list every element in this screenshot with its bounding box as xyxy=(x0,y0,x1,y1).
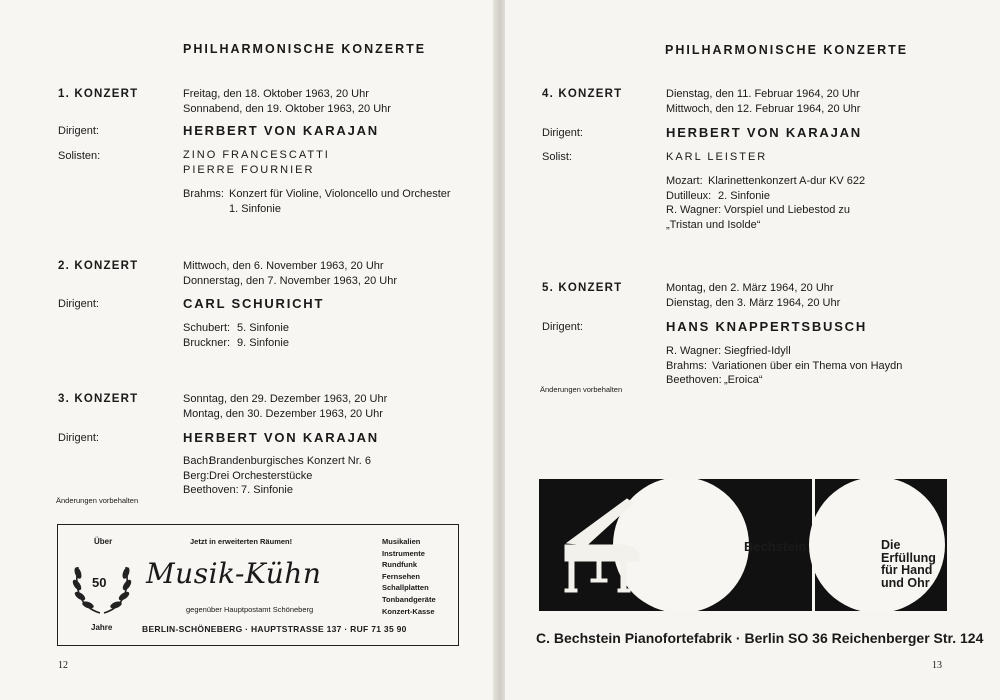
page-number: 12 xyxy=(58,660,68,671)
program xyxy=(666,174,865,232)
concert-label: 2. KONZERT xyxy=(58,260,139,272)
badge-bottom: Jahre xyxy=(91,623,113,632)
ad-item: Schallplatten xyxy=(382,583,429,593)
conductor-label: Dirigent: xyxy=(58,298,99,310)
ad-subline: gegenüber Hauptpostamt Schöneberg xyxy=(186,605,314,614)
page-header: PHILHARMONISCHE KONZERTE xyxy=(183,42,427,56)
date-line: Donnerstag, den 7. November 1963, 20 Uhr xyxy=(183,274,398,287)
date-line: Sonntag, den 29. Dezember 1963, 20 Uhr xyxy=(183,393,388,405)
page-number: 13 xyxy=(932,660,942,671)
date-line: Sonnabend, den 19. Oktober 1963, 20 Uhr xyxy=(183,102,391,115)
date-line: Mittwoch, den 12. Februar 1964, 20 Uhr xyxy=(666,102,861,115)
soloists-label: Solisten: xyxy=(58,150,101,162)
ad-item: Instrumente xyxy=(382,548,425,558)
ad-item-list xyxy=(382,536,436,617)
concert-dates xyxy=(183,392,387,421)
program-item: „Tristan und Isolde“ xyxy=(666,218,761,231)
conductor-name: HANS KNAPPERTSBUSCH xyxy=(666,319,868,334)
program-item: Bruckner: 9. Sinfonie xyxy=(183,336,289,349)
ad-item: Konzert-Kasse xyxy=(382,606,435,616)
changes-note: Änderungen vorbehalten xyxy=(56,496,139,505)
program xyxy=(666,344,902,388)
program-item: Brahms: Konzert für Violine, Violoncello und Orchester xyxy=(183,188,451,200)
program-item: Brahms: Variationen über ein Thema von Haydn xyxy=(666,359,903,372)
ad-item: Musikalien xyxy=(382,537,421,546)
soloist-name: PIERRE FOURNIER xyxy=(183,163,315,176)
soloist-name: KARL LEISTER xyxy=(666,151,768,163)
program-item: Bach:Brandenburgisches Konzert Nr. 6 xyxy=(183,455,372,467)
musik-kuehn-ad xyxy=(57,524,459,646)
bechstein-footer: C. Bechstein Pianofortefabrik · Berlin SO 36 Reichenberger Str. 124 xyxy=(536,630,984,646)
bechstein-ad xyxy=(539,479,947,611)
program-item: R. Wagner: Siegfried-Idyll xyxy=(666,345,791,357)
changes-note: Änderungen vorbehalten xyxy=(540,385,623,394)
date-line: Dienstag, den 11. Februar 1964, 20 Uhr xyxy=(666,88,860,100)
program xyxy=(183,321,289,350)
page-header: PHILHARMONISCHE KONZERTE xyxy=(665,43,909,57)
program-item: Beethoven: „Eroica“ xyxy=(666,374,763,386)
left-page xyxy=(0,0,495,700)
conductor-label: Dirigent: xyxy=(542,321,583,333)
program-item: Mozart: Klarinettenkonzert A-dur KV 622 xyxy=(666,175,866,187)
badge-number: 50 xyxy=(92,575,107,590)
conductor-label: Dirigent: xyxy=(58,125,99,137)
concert-label: 5. KONZERT xyxy=(542,282,623,294)
program-item: R. Wagner: Vorspiel und Liebestod zu xyxy=(666,204,850,216)
badge-top: Über xyxy=(94,537,113,546)
conductor-label: Dirigent: xyxy=(542,127,583,139)
bechstein-brand: Bechstein xyxy=(744,539,807,554)
program-item: Dutilleux: 2. Sinfonie xyxy=(666,189,770,202)
program-item: Berg:Drei Orchesterstücke xyxy=(183,469,313,482)
program xyxy=(183,454,371,498)
bechstein-slogan xyxy=(881,539,936,589)
ad-tagline: Jetzt in erweiterten Räumen! xyxy=(190,537,293,546)
concert-label: 1. KONZERT xyxy=(58,88,139,100)
concert-dates xyxy=(183,87,391,116)
conductor-name: HERBERT VON KARAJAN xyxy=(183,430,379,445)
date-line: Montag, den 30. Dezember 1963, 20 Uhr xyxy=(183,407,383,420)
date-line: Mittwoch, den 6. November 1963, 20 Uhr xyxy=(183,260,384,272)
soloist-name: ZINO FRANCESCATTI xyxy=(183,149,330,161)
soloist-label: Solist: xyxy=(542,151,572,163)
slogan-line: Die xyxy=(881,538,901,552)
program-item: Beethoven: 7. Sinfonie xyxy=(183,484,293,496)
ad-item: Fernsehen xyxy=(382,571,420,581)
slogan-line: und Ohr xyxy=(881,575,930,590)
conductor-name: HERBERT VON KARAJAN xyxy=(183,123,379,138)
program xyxy=(183,187,451,216)
slogan-line: für Hand xyxy=(881,563,933,577)
concert-label: 3. KONZERT xyxy=(58,393,139,405)
date-line: Freitag, den 18. Oktober 1963, 20 Uhr xyxy=(183,88,369,100)
conductor-name: HERBERT VON KARAJAN xyxy=(666,125,862,140)
grand-piano-icon xyxy=(561,493,643,599)
ad-item: Rundfunk xyxy=(382,560,417,570)
slogan-line: Erfüllung xyxy=(881,550,936,565)
concert-label: 4. KONZERT xyxy=(542,88,623,100)
concert-dates xyxy=(183,259,397,288)
concert-dates xyxy=(666,281,840,310)
date-line: Dienstag, den 3. März 1964, 20 Uhr xyxy=(666,296,841,309)
program-item: 1. Sinfonie xyxy=(229,202,281,215)
date-line: Montag, den 2. März 1964, 20 Uhr xyxy=(666,282,834,294)
ad-item: Tonbandgeräte xyxy=(382,594,436,604)
ad-brand: Musik-Kühn xyxy=(146,557,322,590)
program-item: Schubert: 5. Sinfonie xyxy=(183,322,289,334)
ad-address: BERLIN-SCHÖNEBERG · HAUPTSTRASSE 137 · RUF 71 35 90 xyxy=(142,624,407,634)
concert-dates xyxy=(666,87,860,116)
conductor-label: Dirigent: xyxy=(58,432,99,444)
conductor-name: CARL SCHURICHT xyxy=(183,296,325,311)
soloists xyxy=(183,148,330,177)
